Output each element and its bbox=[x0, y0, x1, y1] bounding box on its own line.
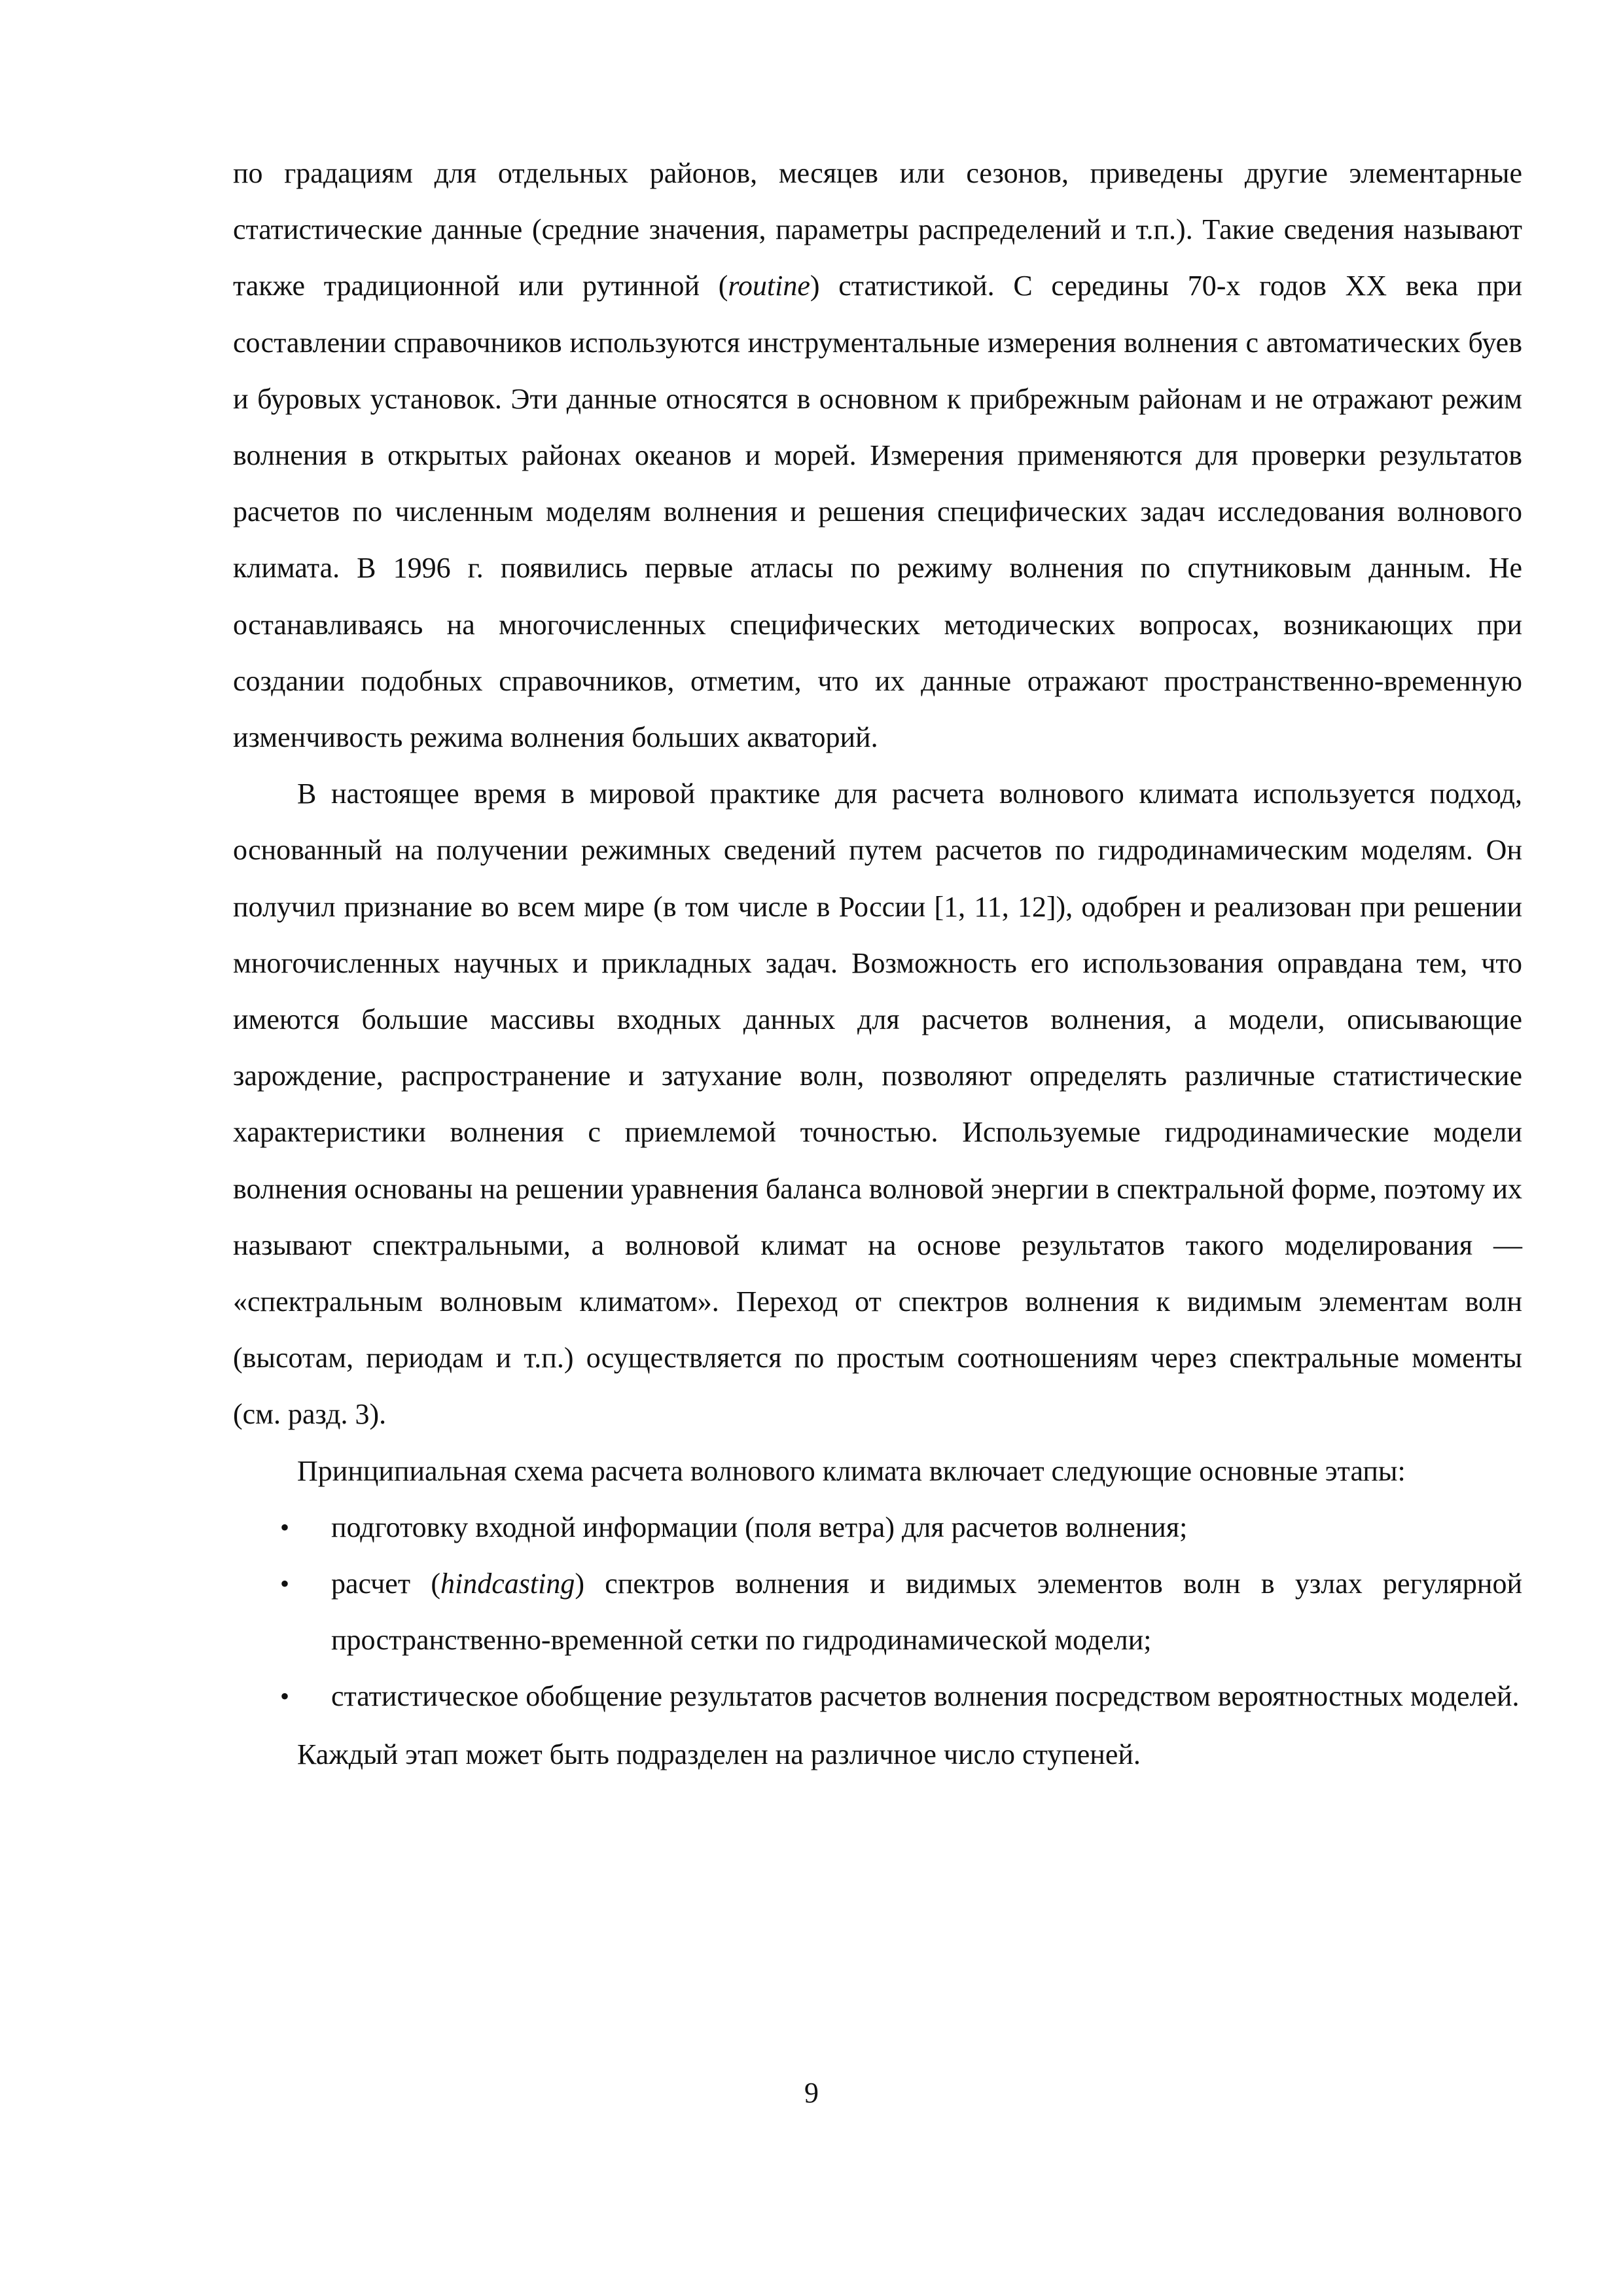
bullet-icon: • bbox=[280, 1569, 290, 1599]
paragraph-routine-statistics-part-b: ) статистикой. С середины 70-х годов XX века при составлении справочников используются инструментальные измерения волнения с автоматических буев и буровых установок. Эти данные относятся в основном к прибрежным районам и не отражают режим волнения в открытых районах океанов и морей. Измерения применяются для проверки результатов расчетов по численным моделям волнения и решения специфических задач исследования волнового климата. В 1996 г. появились первые атласы по режиму волнения по спутниковым данным. Не останавливаясь на многочисленных специфических методических вопросах, возникающих при создании подобных справочников, отметим, что их данные отражают пространственно-временную изменчивость режима волнения больших акваторий. bbox=[233, 270, 1522, 754]
list-item bbox=[233, 1499, 1522, 1556]
term-hindcasting: hindcasting bbox=[440, 1568, 575, 1600]
paragraph-hydrodynamic-approach: В настоящее время в мировой практике для расчета волнового климата используется подход, основанный на получении режимных сведений путем расчетов по гидродинамическим моделям. Он получил признание во всем мире (в том числе в России [1, 11, 12]), одобрен и реализован при решении многочисленных научных и прикладных задач. Возможность его использования оправдана тем, что имеются большие массивы входных данных для расчетов волнения, а модели, описывающие зарождение, распространение и затухание волн, позволяют определять различные статистические характеристики волнения с приемлемой точностью. Используемые гидродинамические модели волнения основаны на решении уравнения баланса волновой энергии в спектральной форме, поэтому их называют спектральными, а волновой климат на основе результатов такого моделирования — «спектральным волновым климатом». Переход от спектров волнения к видимым элементам волн (высотам, периодам и т.п.) осуществляется по простым соотношениям через спектральные моменты (см. разд. 3). bbox=[233, 778, 1522, 1431]
bullet-icon: • bbox=[280, 1512, 290, 1542]
term-routine: routine bbox=[728, 270, 810, 302]
page-body bbox=[233, 145, 1522, 1783]
list-item-text: подготовку входной информации (поля ветра) для расчетов волнения; bbox=[331, 1511, 1188, 1543]
paragraph-stages-note: Каждый этап может быть подразделен на различное число ступеней. bbox=[297, 1738, 1141, 1770]
list-item bbox=[233, 1668, 1522, 1725]
list-item bbox=[233, 1556, 1522, 1668]
list-item-text-part-b: ) спектров волнения и видимых элементов волн в узлах регулярной пространственно-временной сетки по гидродинамической модели; bbox=[331, 1568, 1522, 1657]
paragraph-routine-statistics-part-a: по градациям для отдельных районов, месяцев или сезонов, приведены другие элементарные статистические данные (средние значения, параметры распределений и т.п.). Такие сведения называют также традиционной или рутинной ( bbox=[233, 157, 1522, 302]
stages-list bbox=[233, 1499, 1522, 1725]
list-item-text: статистическое обобщение результатов расчетов волнения посредством вероятностных моделей. bbox=[331, 1680, 1520, 1713]
page-number: 9 bbox=[804, 2077, 819, 2109]
paragraph-routine-statistics bbox=[233, 145, 1522, 766]
list-item-text-part-a: расчет ( bbox=[331, 1568, 441, 1600]
bullet-icon: • bbox=[280, 1681, 290, 1712]
paragraph-scheme-intro: Принципиальная схема расчета волнового климата включает следующие основные этапы: bbox=[297, 1454, 1406, 1487]
